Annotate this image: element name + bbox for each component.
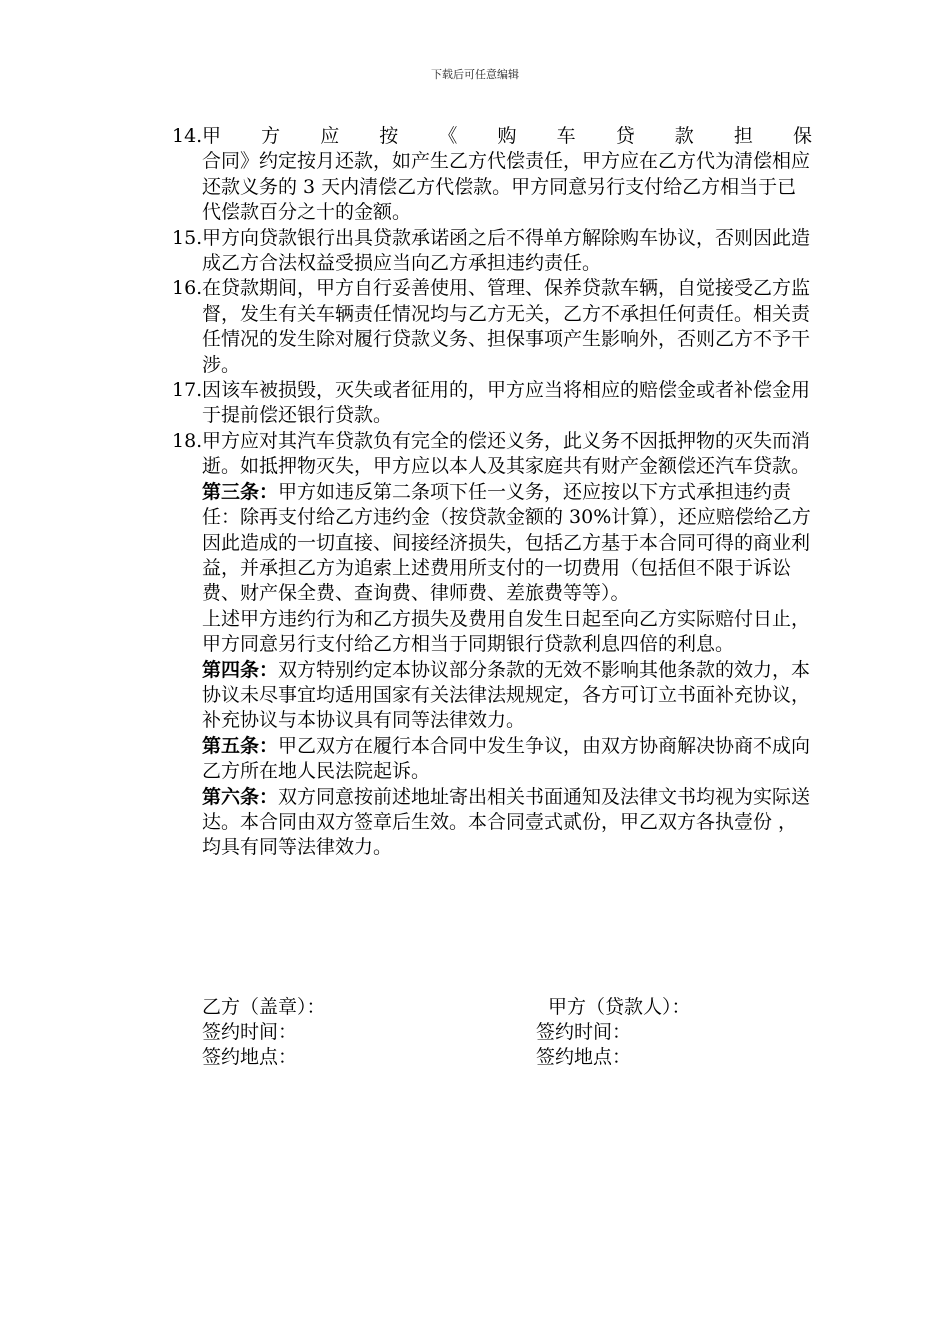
article-title: 第四条： — [202, 658, 279, 681]
clause-number: 17. — [172, 379, 203, 402]
clause-18 — [172, 429, 812, 480]
party-a-place-label: 签约地点： — [536, 1046, 632, 1068]
clause-number: 16. — [172, 277, 203, 300]
article-title: 第五条： — [202, 734, 279, 757]
article-text: 双方特别约定本协议部分条款的无效不影响其他条款的效力，本协议未尽事宜均适用国家有关法律法规规定，各方可订立书面补充协议，补充协议与本协议具有同等法律效力。 — [202, 658, 811, 732]
clause-number: 14. — [172, 125, 203, 147]
clause-number: 15. — [172, 226, 203, 249]
party-b-place-label: 签约地点： — [202, 1046, 298, 1068]
party-a-date-label: 签约时间： — [536, 1021, 632, 1043]
clause-text: 甲方应对其汽车贷款负有完全的偿还义务，此义务不因抵押物的灭失而消逝。如抵押物灭失，甲方应以本人及其家庭共有财产金额偿还汽车贷款。 — [202, 429, 811, 478]
article-4 — [172, 658, 812, 734]
article-3-supplement — [172, 607, 812, 658]
article-text: 上述甲方违约行为和乙方损失及费用自发生日起至向乙方实际赔付日止，甲方同意另行支付给乙方相当于同期银行贷款利息四倍的利息。 — [202, 607, 811, 656]
article-5 — [172, 734, 812, 785]
clause-15 — [172, 226, 812, 277]
article-text: 甲乙双方在履行本合同中发生争议，由双方协商解决协商不成向乙方所在地人民法院起诉。 — [202, 734, 811, 783]
article-text: 双方同意按前述地址寄出相关书面通知及法律文书均视为实际送达。本合同由双方签章后生效。本合同壹式贰份，甲乙双方各执壹份 ，均具有同等法律效力。 — [202, 785, 811, 859]
article-6 — [172, 785, 812, 861]
article-3 — [172, 480, 812, 607]
clause-17 — [172, 378, 812, 429]
party-a-borrower-label: 甲方（贷款人）： — [548, 996, 691, 1018]
clause-text: 在贷款期间，甲方自行妥善使用、管理、保养贷款车辆，自觉接受乙方监督，发生有关车辆责任情况均与乙方无关，乙方不承担任何责任。相关责任情况的发生除对履行贷款义务、担保事项产生影响外，否则乙方不予干涉。 — [202, 277, 811, 376]
clause-text-first-line: 甲方应按《购车贷款担保 — [202, 125, 812, 147]
article-text: 甲方如违反第二条项下任一义务，还应按以下方式承担违约责任：除再支付给乙方违约金（按贷款金额的 30%计算），还应赔偿给乙方因此造成的一切直接、间接经济损失，包括乙方基于本合同可得的商业利益，并承担乙方为追索上述费用所支付的一切费用（包括但不限于诉讼费、财产保全费、查询费、律师费、差旅费等等）。 — [202, 480, 811, 605]
clause-text: 甲方向贷款银行出具贷款承诺函之后不得单方解除购车协议，否则因此造成乙方合法权益受损应当向乙方承担违约责任。 — [202, 226, 811, 275]
party-b-date-label: 签约时间： — [202, 1021, 298, 1043]
signature-block — [0, 995, 950, 1070]
contract-body — [172, 124, 812, 861]
clause-text: 因该车被损毁，灭失或者征用的，甲方应当将相应的赔偿金或者补偿金用于提前偿还银行贷款。 — [202, 379, 811, 427]
clause-text: 合同》约定按月还款，如产生乙方代偿责任，甲方应在乙方代为清偿相应还款义务的 3 天内清偿乙方代偿款。甲方同意另行支付给乙方相当于已代偿款百分之十的金额。 — [202, 150, 811, 224]
clause-16 — [172, 276, 812, 378]
party-b-seal-label: 乙方（盖章）： — [202, 996, 326, 1018]
article-title: 第三条： — [202, 480, 279, 503]
clause-14 — [172, 124, 812, 226]
clause-number: 18. — [172, 429, 203, 452]
article-title: 第六条： — [202, 785, 279, 808]
page-header: 下载后可任意编辑 — [431, 68, 519, 81]
